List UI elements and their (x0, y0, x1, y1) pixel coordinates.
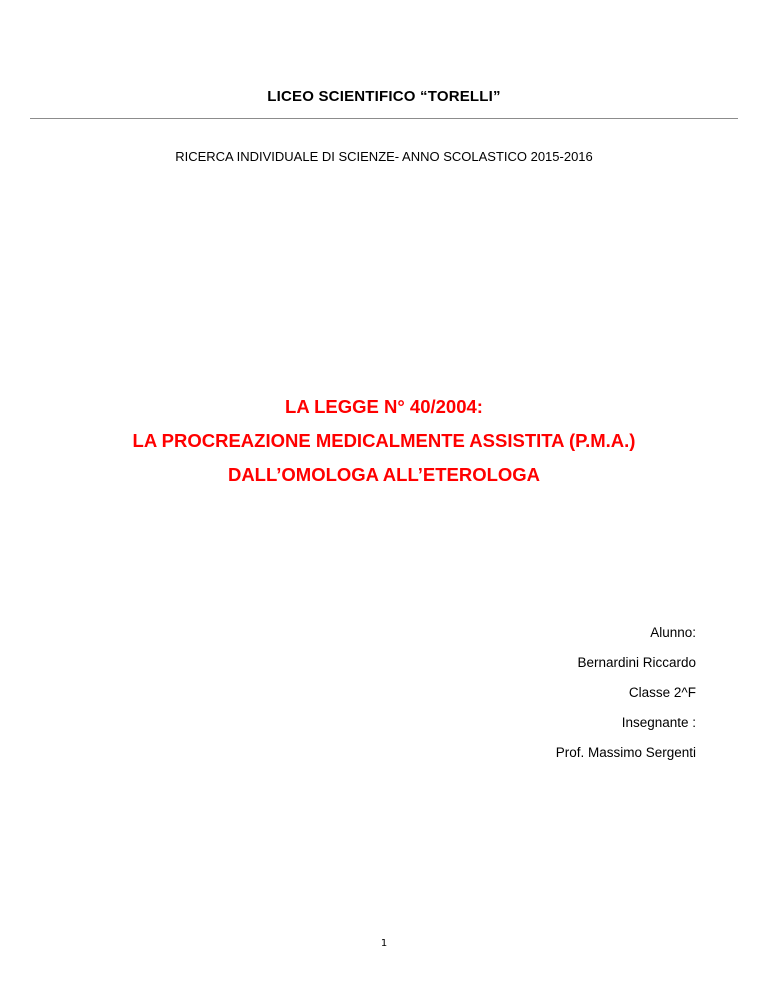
research-subtitle: RICERCA INDIVIDUALE DI SCIENZE- ANNO SCOLASTICO 2015-2016 (175, 149, 593, 164)
class-label: Classe 2^F (628, 685, 696, 700)
student-label: Alunno: (650, 625, 696, 640)
page-number: 1 (380, 938, 388, 949)
teacher-name: Prof. Massimo Sergenti (555, 745, 696, 760)
school-name: LICEO SCIENTIFICO “TORELLI” (267, 88, 501, 105)
title-line-subtopic: DALL’OMOLOGA ALL’ETEROLOGA (227, 464, 541, 485)
title-line-law: LA LEGGE N° 40/2004: (285, 396, 483, 417)
header-divider (30, 118, 738, 119)
teacher-label: Insegnante : (621, 715, 696, 730)
document-title (0, 390, 768, 492)
student-name: Bernardini Riccardo (577, 655, 696, 670)
title-line-topic: LA PROCREAZIONE MEDICALMENTE ASSISTITA (P.M.A.) (132, 430, 636, 451)
author-info (296, 618, 696, 768)
